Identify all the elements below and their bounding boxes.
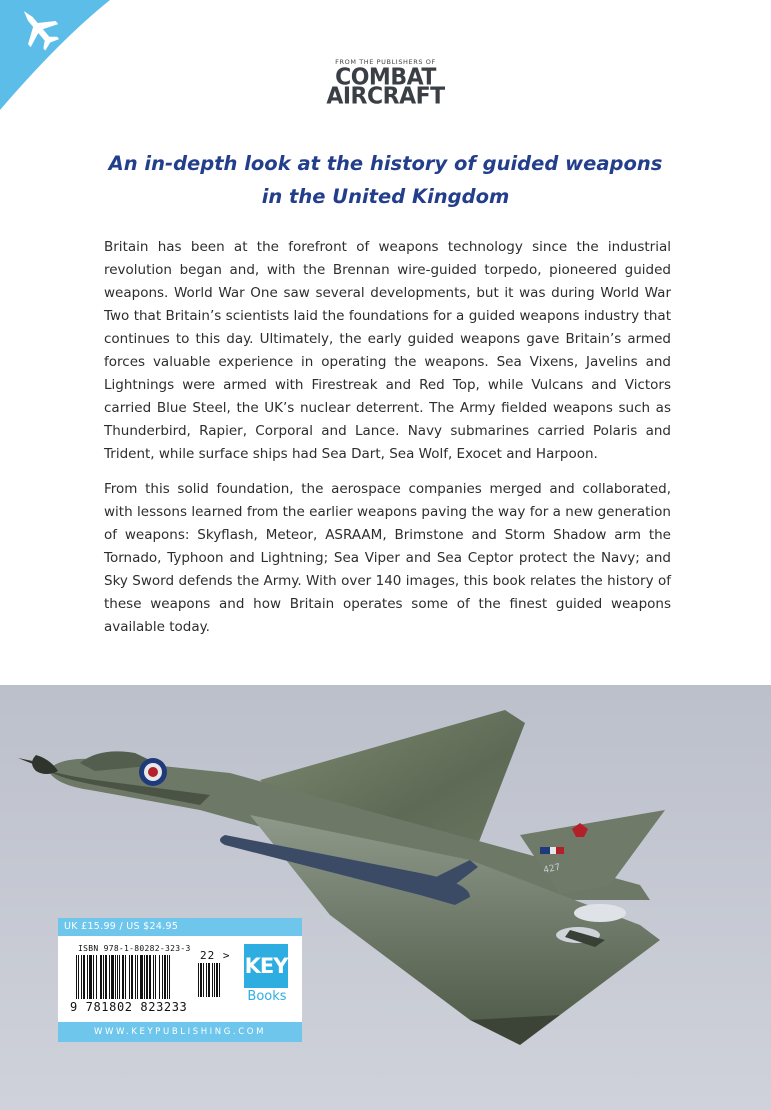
tail-number: 427 <box>542 862 562 876</box>
barcode-bar <box>96 955 97 999</box>
barcode-bar <box>89 955 92 999</box>
barcode-bar <box>129 955 130 999</box>
barcode-bar <box>203 963 204 997</box>
key-logo-text: KEY <box>244 944 288 988</box>
barcode-bar <box>153 955 154 999</box>
barcode-bar <box>167 955 168 999</box>
masthead-logo-line1: COMBAT <box>335 64 436 91</box>
barcode-bar <box>103 955 104 999</box>
barcode-bar <box>144 955 145 999</box>
isbn-text: ISBN 978-1-80282-323-3 <box>78 944 191 953</box>
barcode-bar <box>109 955 110 999</box>
barcode-bar <box>100 955 102 999</box>
barcode-bar <box>87 955 88 999</box>
barcode-bar <box>125 955 126 999</box>
barcode-bar <box>200 963 202 997</box>
barcode-bar <box>117 955 118 999</box>
barcode-bar <box>131 955 133 999</box>
headline <box>60 147 711 213</box>
barcode-bar <box>146 955 148 999</box>
barcode-bar <box>169 955 170 999</box>
headline-line2: in the United Kingdom <box>261 185 510 208</box>
masthead-from-text: FROM THE PUBLISHERS OF <box>335 58 436 66</box>
barcode-digits: 9 781802 823233 <box>70 1000 188 1014</box>
barcode-bar <box>162 955 163 999</box>
aircraft-photo <box>0 685 771 1110</box>
blurb-paragraph-1: Britain has been at the forefront of weapons technology since the industrial revolution began and, with the Brennan wire-guided torpedo, pioneered guided weapons. World War One saw several developments, but it was during World War Two that Britain’s scientists laid the foundations for a guided weapons industry that continues to this day. Ultimately, the early guided weapons gave Britain’s armed forces valuable experience in operating the weapons. Sea Vixens, Javelins and Lightnings were armed with Firestreak and Red Top, while Vulcans and Victors carried Blue Steel, the UK’s nuclear deterrent. The Army fielded weapons such as Thunderbird, Rapier, Corporal and Lance. Navy submarines carried Polaris and Trident, while surface ships had Sea Dart, Sea Wolf, Exocet and Harpoon. <box>104 239 671 462</box>
barcode-bar <box>140 955 143 999</box>
barcode-bar <box>216 963 218 997</box>
barcode-bar <box>137 955 138 999</box>
headline-line1: An in-depth look at the history of guided weapons <box>108 152 663 175</box>
barcode-bar <box>219 963 220 997</box>
price-label: UK £15.99 / US $24.95 <box>58 918 302 936</box>
barcode-bar <box>214 963 215 997</box>
key-books-logo <box>244 944 290 1010</box>
barcode-bar <box>105 955 107 999</box>
blurb-paragraph-2: From this solid foundation, the aerospace companies merged and collaborated, with lessons learned from the earlier weapons paving the way for a new generation of weapons: Skyflash, Meteor, ASRAAM, Brimstone and Storm Shadow arm the Tornado, Typhoon and Lightning; Sea Viper and Sea Ceptor protect the Navy; and Sky Sword defends the Army. With over 140 images, this book relates the history of these weapons and how Britain operates some of the finest guided weapons available today. <box>104 481 671 635</box>
blurb <box>104 236 671 651</box>
barcode-bar <box>78 955 79 999</box>
barcode-bar <box>76 955 77 999</box>
barcode-bar <box>119 955 120 999</box>
barcode-bar <box>212 963 213 997</box>
masthead-logo-line2: AIRCRAFT <box>326 83 445 110</box>
barcode-bar <box>81 955 82 999</box>
barcode-bar <box>83 955 85 999</box>
addon-barcode <box>198 963 226 1009</box>
barcode-bar <box>164 955 166 999</box>
masthead <box>0 58 771 110</box>
barcode-bar <box>198 963 199 997</box>
barcode-panel <box>58 936 302 1022</box>
publisher-website: WWW.KEYPUBLISHING.COM <box>58 1022 302 1042</box>
barcode-bar <box>115 955 116 999</box>
barcode-bar <box>155 955 156 999</box>
barcode-bar <box>149 955 151 999</box>
ean-barcode <box>76 955 194 1001</box>
barcode-bar <box>111 955 114 999</box>
barcode-bar <box>122 955 124 999</box>
barcode-bar <box>208 963 210 997</box>
barcode-bar <box>135 955 136 999</box>
barcode-bar <box>93 955 94 999</box>
barcode-addon-code: 22 > <box>200 949 231 962</box>
key-logo-subtext: Books <box>247 989 287 1004</box>
barcode-bar <box>159 955 160 999</box>
barcode-bar <box>206 963 207 997</box>
